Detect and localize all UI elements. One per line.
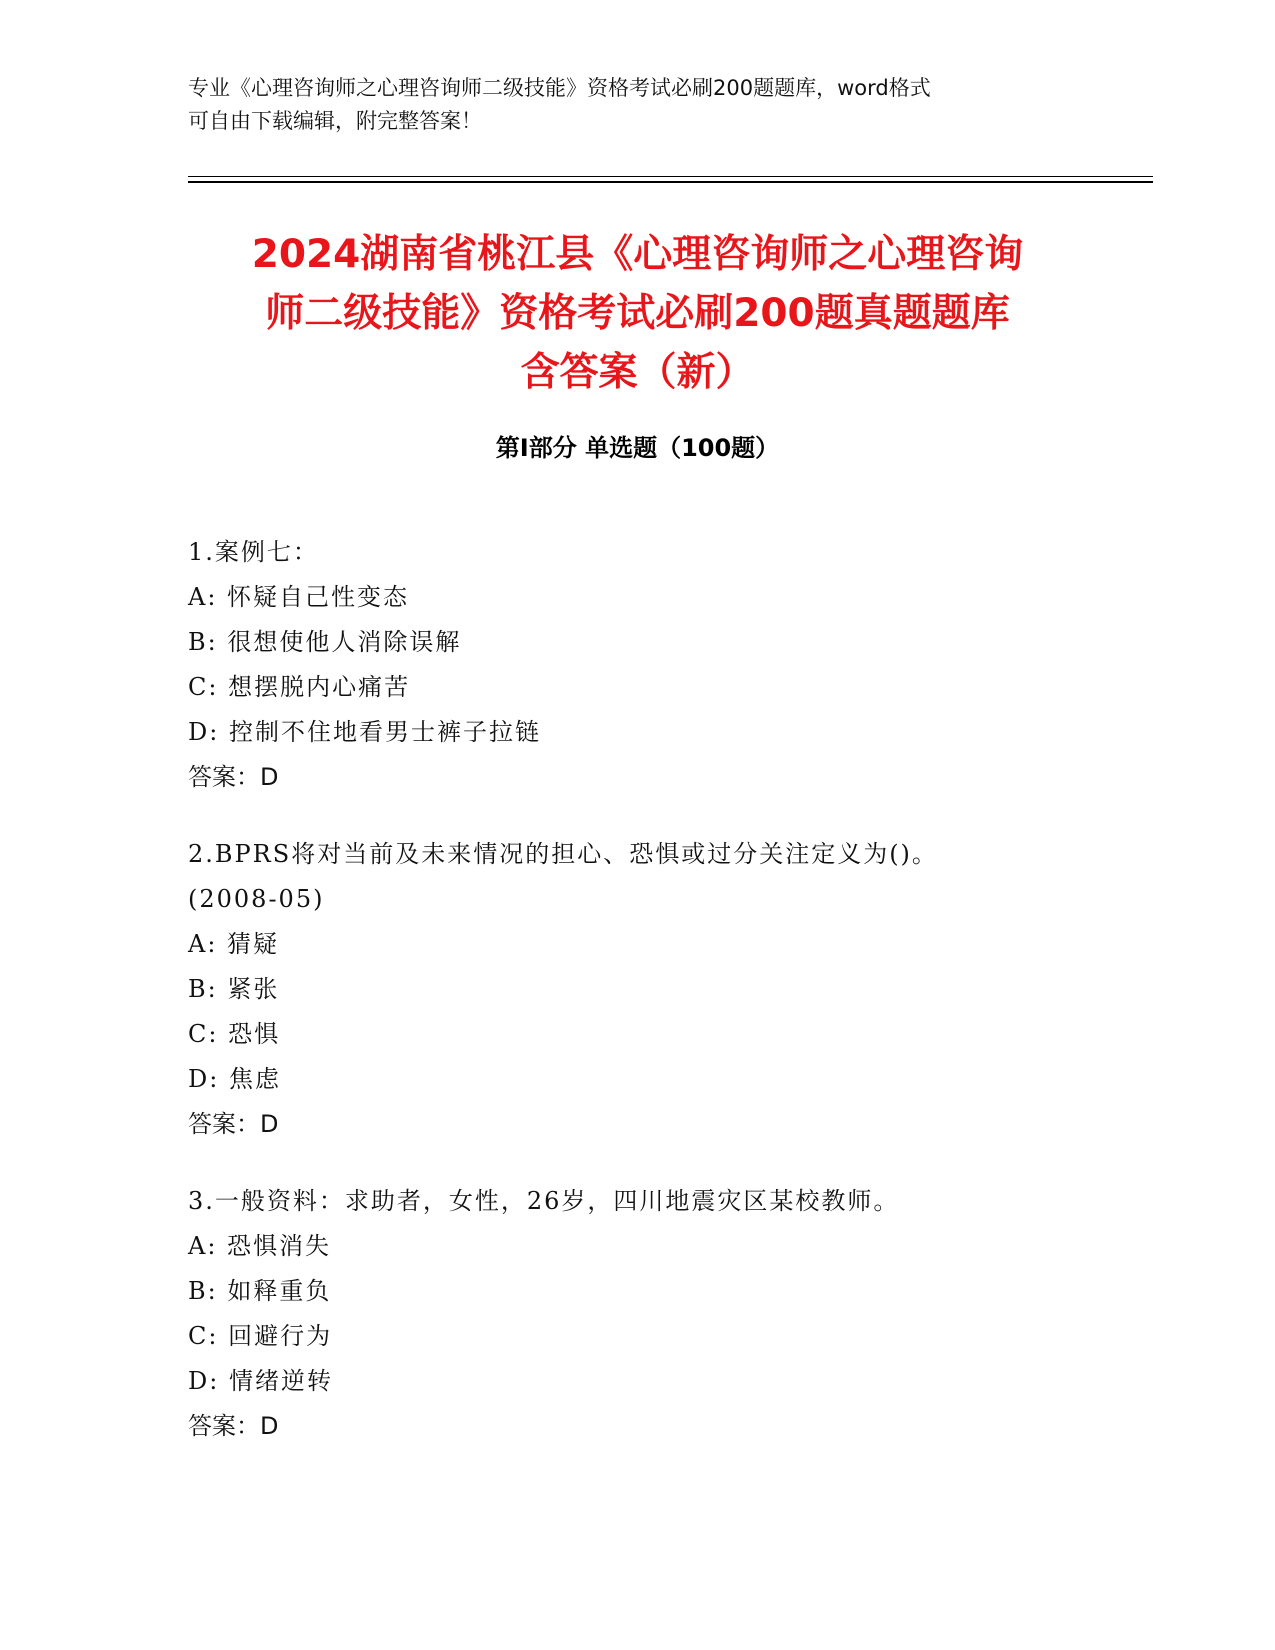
question-item bbox=[188, 832, 1088, 1147]
option-c: C: 恐惧 bbox=[188, 1020, 281, 1048]
section-heading: 第Ⅰ部分 单选题（100题） bbox=[495, 434, 780, 462]
option-c: C: 想摆脱内心痛苦 bbox=[188, 673, 411, 701]
option-d: D: 控制不住地看男士裤子拉链 bbox=[188, 718, 541, 746]
option-b: B: 很想使他人消除误解 bbox=[188, 628, 462, 656]
option-b: B: 紧张 bbox=[188, 975, 280, 1003]
question-stem-continuation: (2008-05) bbox=[188, 885, 325, 913]
header-note-line-1: 专业《心理咨询师之心理咨询师二级技能》资格考试必刷200题题库，word格式 bbox=[188, 76, 931, 100]
option-a: A: 怀疑自己性变态 bbox=[188, 583, 410, 611]
option-c: C: 回避行为 bbox=[188, 1322, 333, 1350]
document-title-line-1: 2024湖南省桃江县《心理咨询师之心理咨询 bbox=[251, 232, 1024, 277]
question-stem: 2.BPRS将对当前及未来情况的担心、恐惧或过分关注定义为()。 bbox=[188, 840, 938, 868]
option-d: D: 焦虑 bbox=[188, 1065, 281, 1093]
document-title-line-3: 含答案（新） bbox=[520, 350, 755, 395]
answer-label: 答案：D bbox=[188, 763, 279, 791]
question-stem: 1.案例七： bbox=[188, 538, 319, 566]
document-title-line-2: 师二级技能》资格考试必刷200题真题题库 bbox=[265, 291, 1010, 336]
header-note-line-2: 可自由下载编辑，附完整答案！ bbox=[188, 109, 482, 133]
question-item bbox=[188, 530, 1088, 800]
question-list bbox=[188, 530, 1088, 1481]
header-divider-thin bbox=[188, 176, 1153, 177]
option-d: D: 情绪逆转 bbox=[188, 1367, 333, 1395]
answer-label: 答案：D bbox=[188, 1110, 279, 1138]
document-title bbox=[160, 225, 1115, 402]
question-stem: 3.一般资料：求助者，女性，26岁，四川地震灾区某校教师。 bbox=[188, 1187, 900, 1215]
answer-label: 答案：D bbox=[188, 1412, 279, 1440]
option-b: B: 如释重负 bbox=[188, 1277, 332, 1305]
question-item bbox=[188, 1179, 1088, 1449]
header-divider-thick bbox=[188, 181, 1153, 183]
header-note bbox=[188, 72, 1088, 138]
option-a: A: 猜疑 bbox=[188, 930, 280, 958]
option-a: A: 恐惧消失 bbox=[188, 1232, 332, 1260]
